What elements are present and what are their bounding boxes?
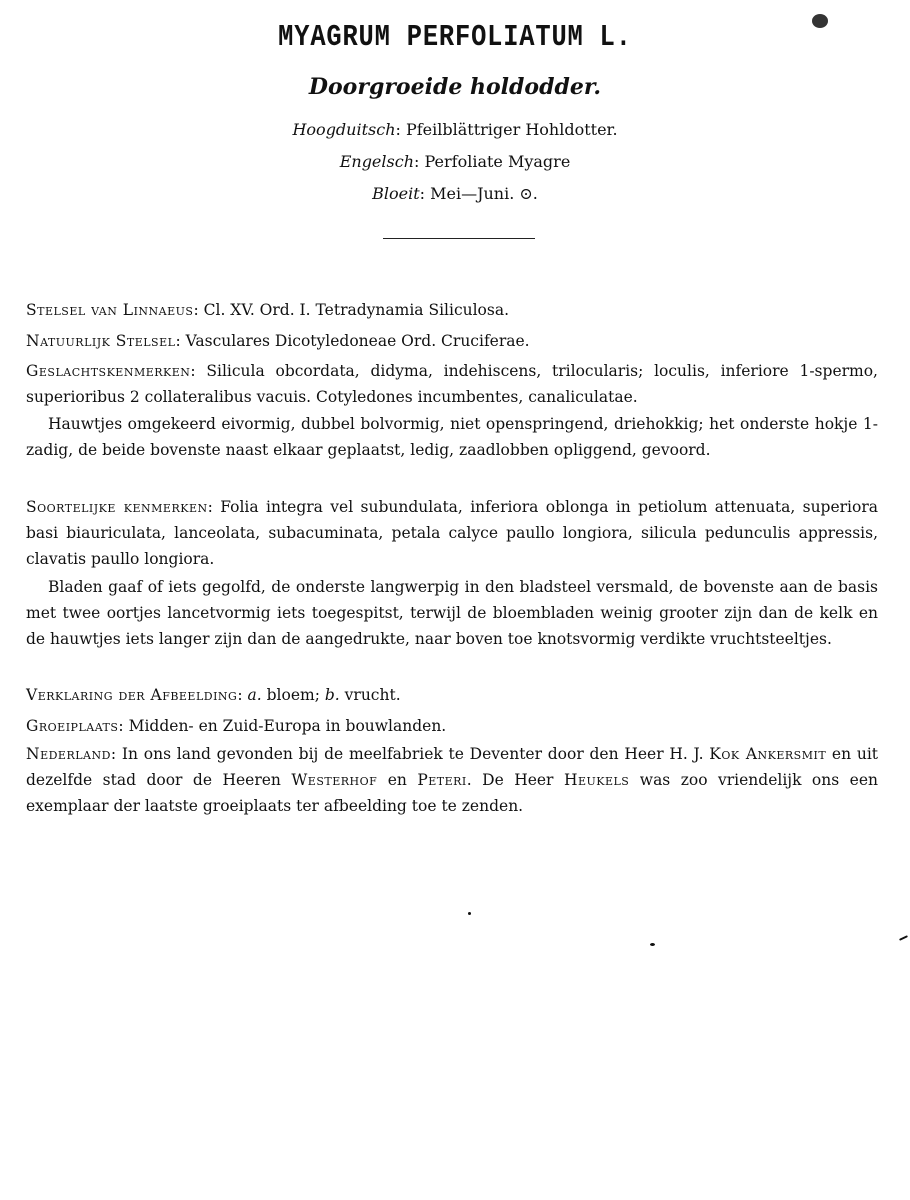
person-name: Peteri <box>417 771 467 789</box>
section-label: Groeiplaats <box>26 717 119 735</box>
ink-speck <box>899 935 908 941</box>
section-text: Folia integra vel subundulata, inferiora oblonga in petiolum attenuata, superiora basi biauriculata, lanceolata, subacuminata, petala calyce paullo longiora, silicula pedunculis appressis, clavatis paullo longiora. <box>26 498 878 568</box>
section-text: Cl. XV. Ord. I. Tetradynamia Siliculosa. <box>203 301 510 319</box>
name-value: Mei—Juni. ⊙. <box>430 184 538 203</box>
flowering-period: Bloeit: Mei—Juni. ⊙. <box>372 184 538 203</box>
section-text: Hauwtjes omgekeerd eivormig, dubbel bolvormig, niet openspringend, driehokkig; het onderste hokje 1-zadig, de beide bovenste naast elkaar geplaatst, ledig, zaadlobben opliggend, gevoord. <box>26 415 878 459</box>
section-text: Silicula obcordata, didyma, indehiscens, trilocularis; loculis, inferiore 1-spermo, superioribus 2 collateralibus vacuis. Cotyledones incumbentes, canaliculatae. <box>26 362 878 406</box>
section-verklaring: Verklaring der Afbeelding: a. bloem; b. vrucht. <box>26 686 401 704</box>
name-value: Pfeilblättriger Hohldotter. <box>405 120 618 139</box>
section-groeiplaats: Groeiplaats: Midden- en Zuid-Europa in bouwlanden. <box>26 717 447 735</box>
page-title: MYAGRUM PERFOLIATUM L. <box>278 20 632 55</box>
section-label: Nederland <box>26 745 111 763</box>
section-soortelijke-kenmerken: Soortelijke kenmerken: Folia integra vel subundulata, inferiora oblonga in petiolum attenuata, superiora basi biauriculata, lanceolata, subacuminata, petala calyce paullo longiora, silicula pedunculis appressis, clavatis paullo longiora. <box>26 498 878 568</box>
section-text: Vasculares Dicotyledoneae Ord. Cruciferae. <box>185 332 530 350</box>
name-value: Perfoliate Myagre <box>424 152 571 171</box>
section-stelsel-linnaeus: Stelsel van Linnaeus: Cl. XV. Ord. I. Tetradynamia Siliculosa. <box>26 301 510 319</box>
common-name-german: Hoogduitsch: Pfeilblättriger Hohldotter. <box>292 120 618 139</box>
section-text: Bladen gaaf of iets gegolfd, de onderste langwerpig in den bladsteel versmald, de bovenste aan de basis met twee oortjes lancetvormig iets toegespitst, terwijl de bloembladen weinig grooter zijn dan de kelk en de hauwtjes iets langer zijn dan de aangedrukte, naar boven toe knotsvormig verdikte vruchtsteeltjes. <box>26 578 878 648</box>
person-name: Heukels <box>563 771 630 789</box>
common-name-english: Engelsch: Perfoliate Myagre <box>339 152 571 171</box>
figure-key-b: b. <box>324 686 340 704</box>
page-subtitle: Doorgroeide holdodder. <box>308 74 602 100</box>
section-label: Geslachtskenmerken <box>26 362 191 380</box>
ink-speck <box>468 912 471 915</box>
section-nederland: Nederland: In ons land gevonden bij de meelfabriek te Deventer door den Heer H. J. Kok Ankersmit en uit dezelfde stad door de Heeren Westerhof en Peteri. De Heer Heukels was zoo vriendelijk ons een exemplaar der laatste groeiplaats ter afbeelding toe te zenden. <box>26 745 879 815</box>
section-label: Verklaring der Afbeelding <box>26 686 238 704</box>
section-label: Stelsel van Linnaeus <box>26 301 194 319</box>
section-geslachtskenmerken: Geslachtskenmerken: Silicula obcordata, didyma, indehiscens, trilocularis; loculis, inferiore 1-spermo, superioribus 2 collateralibus vacuis. Cotyledones incumbentes, canaliculatae. <box>26 362 878 406</box>
section-text: Midden- en Zuid-Europa in bouwlanden. <box>128 717 447 735</box>
person-name: Westerhof <box>291 771 378 789</box>
figure-key-a: a. <box>247 686 262 704</box>
divider <box>383 238 535 239</box>
name-label: Hoogduitsch <box>292 120 396 139</box>
ink-blot <box>812 14 828 28</box>
name-label: Engelsch <box>339 152 414 171</box>
person-name: Kok Ankersmit <box>709 745 827 763</box>
section-bladen <box>26 574 878 652</box>
section-natuurlijk-stelsel: Natuurlijk Stelsel: Vasculares Dicotyledoneae Ord. Cruciferae. <box>26 332 530 350</box>
section-label: Natuurlijk Stelsel <box>26 332 176 350</box>
section-label: Soortelijke kenmerken <box>26 498 208 516</box>
section-hauwtjes <box>26 411 878 463</box>
name-label: Bloeit <box>372 184 420 203</box>
ink-speck <box>650 943 655 946</box>
